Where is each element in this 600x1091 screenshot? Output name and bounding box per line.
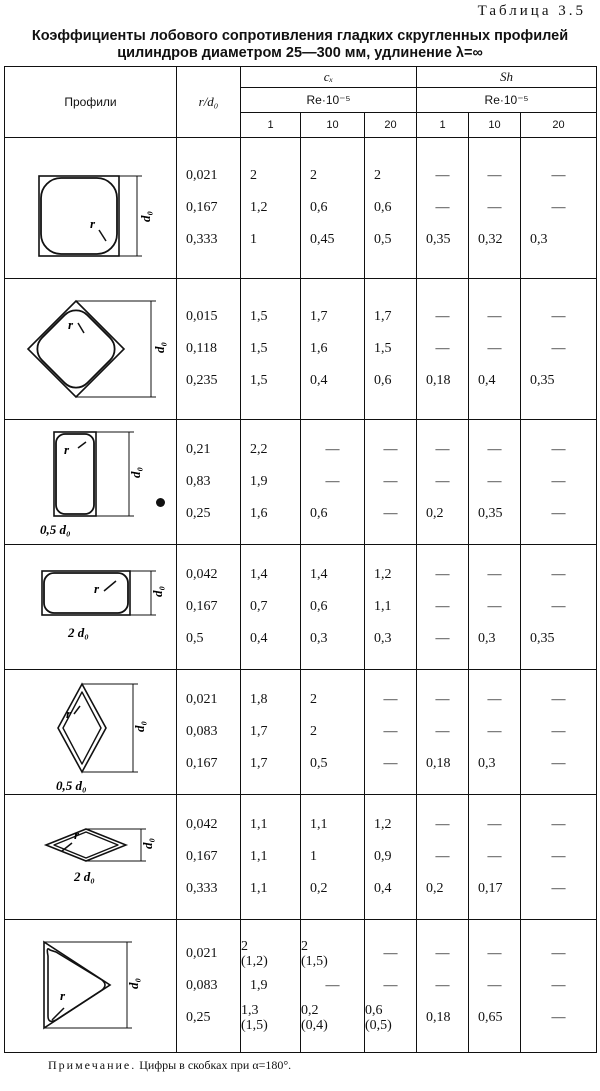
value-cx10-1: 0,6 [310,599,328,614]
profile-drawing-diamond-square [5,279,177,420]
value-cx10-1: — [325,978,340,993]
cell-sh20 [521,795,597,920]
value-cx20-2: 0,5 [374,232,392,247]
value-cx10-0: 1,1 [310,817,328,832]
value-cx20-1: 0,6 [374,200,392,215]
cell-sh1 [417,795,469,920]
header-sh-re: Re·10⁻⁵ [417,88,597,113]
value-sh1-0: — [435,309,450,324]
cell-rd [177,795,241,920]
value-rd-0: 0,021 [186,168,218,183]
value-rd-2: 0,25 [186,1010,211,1025]
cell-cx10 [301,279,365,420]
value-cx1-1: 1,1 [250,849,268,864]
header-rd: r/d₀ [177,67,241,138]
value-sh10-0: — [487,567,502,582]
value-cx20-2: 0,4 [374,881,392,896]
value-sh10-1: — [487,724,502,739]
header-sh-1: 1 [417,113,469,138]
value-sh20-0: — [551,692,566,707]
svg-text:d₀: d₀ [125,977,141,989]
cell-cx1 [241,420,301,545]
cell-sh10 [469,279,521,420]
header-cx: cₓ [241,67,417,88]
svg-text:r: r [93,581,99,596]
value-sh10-0: — [487,168,502,183]
value-sh20-1: — [551,724,566,739]
value-sh20-1: — [551,474,566,489]
value-sh1-1: — [435,849,450,864]
cell-cx1 [241,279,301,420]
value-sh1-1: — [435,978,450,993]
value-sh20-0: — [551,309,566,324]
cell-cx20 [365,545,417,670]
value-part: (1,5) [301,954,328,969]
table-note [48,1058,291,1073]
cell-rd [177,670,241,795]
value-cx20-2 [365,1002,416,1034]
value-cx20-1: 1,1 [374,599,392,614]
cell-cx1 [241,670,301,795]
profile-drawing-square [5,138,177,279]
value-sh1-2: 0,18 [426,756,451,771]
value-sh20-1: — [551,341,566,356]
value-sh10-2: 0,35 [478,506,503,521]
value-rd-2: 0,167 [186,756,218,771]
cell-rd [177,279,241,420]
value-sh20-1: — [551,599,566,614]
value-cx10-1: 2 [310,724,317,739]
value-cx20-0: — [383,442,398,457]
value-sh20-0: — [551,817,566,832]
value-cx20-0: 1,7 [374,309,392,324]
cell-sh10 [469,545,521,670]
profile-drawing-tall-rhombus [5,670,177,795]
value-sh20-0: — [551,946,566,961]
value-cx10-1: 1,6 [310,341,328,356]
cell-sh20 [521,279,597,420]
value-sh20-0: — [551,168,566,183]
value-cx1-2: 0,4 [250,631,268,646]
profile-drawing-tall-rectangle [5,420,177,545]
cell-cx1 [241,795,301,920]
value-cx1-2: 1,5 [250,373,268,388]
profile-row-triangle [5,920,597,1053]
value-rd-2: 0,25 [186,506,211,521]
value-cx10-0: — [325,442,340,457]
profile-tall-rectangle-diagram [6,420,176,544]
value-sh1-1: — [435,200,450,215]
cell-sh1 [417,670,469,795]
cell-cx1 [241,545,301,670]
header-cx-10: 10 [301,113,365,138]
value-sh10-1: — [487,474,502,489]
cell-sh20 [521,545,597,670]
value-cx20-1: 0,9 [374,849,392,864]
value-rd-1: 0,83 [186,474,211,489]
svg-text:r: r [59,988,65,1003]
value-cx1-2 [241,1002,300,1034]
value-cx1-2: 1 [250,232,257,247]
value-cx20-1: — [383,978,398,993]
value-sh1-2: 0,35 [426,232,451,247]
value-cx1-0: 1,4 [250,567,268,582]
value-cx10-2: 0,5 [310,756,328,771]
value-sh10-2: 0,17 [478,881,503,896]
header-cx-1: 1 [241,113,301,138]
value-cx10-0: 1,7 [310,309,328,324]
value-cx10-2: 0,4 [310,373,328,388]
value-cx10-0: 2 [310,168,317,183]
value-cx1-1: 0,7 [250,599,268,614]
value-cx1-1: 1,9 [250,978,268,993]
value-sh20-1: — [551,849,566,864]
header-sh: Sh [417,67,597,88]
value-sh1-2: 0,2 [426,881,444,896]
value-sh10-0: — [487,692,502,707]
profile-drawing-triangle [5,920,177,1053]
profile-row-wide-rhombus [5,795,597,920]
value-cx10-0: 1,4 [310,567,328,582]
table-number: Таблица 3.5 [477,3,586,19]
cell-sh20 [521,420,597,545]
value-rd-2: 0,5 [186,631,204,646]
drag-coefficient-table [4,66,597,1053]
value-rd-0: 0,042 [186,567,218,582]
value-sh1-0: — [435,946,450,961]
value-sh10-1: — [487,978,502,993]
value-sh20-2: 0,35 [530,631,555,646]
value-rd-1: 0,167 [186,200,218,215]
value-sh1-1: — [435,599,450,614]
cell-cx10 [301,670,365,795]
value-sh1-2: 0,18 [426,1010,451,1025]
value-rd-1: 0,083 [186,724,218,739]
cell-sh20 [521,920,597,1053]
value-sh1-2: 0,2 [426,506,444,521]
value-sh10-2: 0,3 [478,631,496,646]
cell-sh1 [417,545,469,670]
value-cx10-2: 0,45 [310,232,335,247]
profile-wide-rectangle-diagram [6,545,176,669]
value-sh10-1: — [487,599,502,614]
value-rd-2: 0,333 [186,232,218,247]
title-line-2: цилиндров диаметром 25—300 мм, удлинение λ=∞ [117,45,483,61]
value-cx10-2 [301,1002,364,1034]
value-cx20-0: 1,2 [374,567,392,582]
svg-text:d₀: d₀ [139,837,155,849]
value-rd-1: 0,118 [186,341,217,356]
value-cx1-1: 1,5 [250,341,268,356]
cell-cx10 [301,920,365,1053]
value-sh1-1: — [435,474,450,489]
value-sh20-0: — [551,442,566,457]
value-part: (1,5) [241,1018,268,1033]
value-sh10-2: 0,3 [478,756,496,771]
value-cx20-2: 0,6 [374,373,392,388]
cell-cx1 [241,138,301,279]
value-sh20-1: — [551,978,566,993]
value-rd-0: 0,21 [186,442,211,457]
profile-tall-rhombus-diagram [6,670,176,794]
value-sh10-1: — [487,849,502,864]
profile-drawing-wide-rectangle [5,545,177,670]
profile-row-square [5,138,597,279]
value-cx1-2: 1,7 [250,756,268,771]
value-cx10-1: 0,6 [310,200,328,215]
value-part: (0,4) [301,1018,328,1033]
value-part: (1,2) [241,954,268,969]
cell-cx20 [365,795,417,920]
value-cx1-1: 1,9 [250,474,268,489]
value-cx20-2: — [383,756,398,771]
title-line-1: Коэффициенты лобового сопротивления гладких скругленных профилей [31,28,569,44]
value-rd-0: 0,021 [186,946,218,961]
value-sh1-0: — [435,817,450,832]
cell-sh10 [469,420,521,545]
value-cx10-1: — [325,474,340,489]
value-cx20-0: — [383,946,398,961]
cell-cx20 [365,420,417,545]
value-cx20-2: — [383,506,398,521]
svg-text:2 d₀: 2 d₀ [73,869,95,884]
value-sh1-1: — [435,341,450,356]
value-cx10-2: 0,2 [310,881,328,896]
cell-cx20 [365,670,417,795]
value-sh20-2: 0,3 [530,232,548,247]
value-cx1-0: 1,8 [250,692,268,707]
note-head: Примечание. [48,1058,137,1072]
cell-rd [177,420,241,545]
value-cx1-2: 1,1 [250,881,268,896]
svg-text:2 d₀: 2 d₀ [67,625,89,640]
value-cx10-1: 1 [310,849,317,864]
value-sh1-2: — [435,631,450,646]
value-cx20-1: 1,5 [374,341,392,356]
cell-sh1 [417,279,469,420]
value-sh10-0: — [487,946,502,961]
value-cx1-0: 2,2 [250,442,268,457]
value-sh1-0: — [435,567,450,582]
stray-dot [156,498,165,507]
value-cx10-2: 0,6 [310,506,328,521]
profile-drawing-wide-rhombus [5,795,177,920]
value-part: 2 [301,939,308,954]
value-rd-0: 0,042 [186,817,218,832]
value-sh20-2: — [551,756,566,771]
value-rd-2: 0,333 [186,881,218,896]
cell-cx10 [301,545,365,670]
header-cx-re: Re·10⁻⁵ [241,88,417,113]
header-sh-10: 10 [469,113,521,138]
cell-cx10 [301,420,365,545]
svg-text:d₀: d₀ [151,341,167,353]
profile-row-diamond-square [5,279,597,420]
value-sh10-0: — [487,309,502,324]
value-part: 0,2 [301,1003,319,1018]
value-cx10-0: 2 [310,692,317,707]
value-cx20-0: — [383,692,398,707]
cell-cx20 [365,138,417,279]
value-cx10-2: 0,3 [310,631,328,646]
svg-text:d₀: d₀ [137,210,153,222]
cell-sh20 [521,138,597,279]
cell-sh10 [469,920,521,1053]
value-sh1-2: 0,18 [426,373,451,388]
value-part: (0,5) [365,1018,392,1033]
header-cx-20: 20 [365,113,417,138]
value-cx1-1: 1,2 [250,200,268,215]
table-title [0,28,600,62]
svg-text:r: r [73,827,79,842]
value-sh1-0: — [435,692,450,707]
cell-cx20 [365,279,417,420]
cell-sh1 [417,420,469,545]
value-part: 0,6 [365,1003,383,1018]
value-sh1-0: — [435,442,450,457]
svg-text:0,5 d₀: 0,5 d₀ [39,522,71,537]
value-rd-1: 0,083 [186,978,218,993]
value-sh1-1: — [435,724,450,739]
profile-wide-rhombus-diagram [6,795,176,919]
svg-text:0,5 d₀: 0,5 d₀ [55,778,87,793]
value-sh20-0: — [551,567,566,582]
value-cx20-0: 2 [374,168,381,183]
svg-text:r: r [65,706,71,721]
cell-rd [177,920,241,1053]
cell-sh10 [469,795,521,920]
cell-sh1 [417,138,469,279]
value-sh10-1: — [487,200,502,215]
value-rd-0: 0,015 [186,309,218,324]
header-profiles: Профили [5,67,177,138]
svg-text:d₀: d₀ [149,585,165,597]
value-cx1-0: 1,1 [250,817,268,832]
value-rd-1: 0,167 [186,599,218,614]
value-sh1-0: — [435,168,450,183]
value-cx20-2: 0,3 [374,631,392,646]
cell-cx1 [241,920,301,1053]
value-sh20-2: — [551,881,566,896]
cell-sh1 [417,920,469,1053]
cell-cx10 [301,795,365,920]
value-cx20-0: 1,2 [374,817,392,832]
value-cx1-1: 1,7 [250,724,268,739]
value-sh10-2: 0,65 [478,1010,503,1025]
value-rd-0: 0,021 [186,692,218,707]
profile-triangle-diagram [6,920,176,1052]
cell-rd [177,545,241,670]
cell-rd [177,138,241,279]
svg-text:d₀: d₀ [127,466,143,478]
profile-row-tall-rectangle [5,420,597,545]
header-sh-20: 20 [521,113,597,138]
value-cx1-0: 2 [250,168,257,183]
cell-cx10 [301,138,365,279]
value-sh10-0: — [487,817,502,832]
cell-sh20 [521,670,597,795]
value-sh10-0: — [487,442,502,457]
cell-sh10 [469,138,521,279]
value-part: 2 [241,939,248,954]
svg-text:r: r [67,317,73,332]
value-cx1-0 [241,938,300,970]
value-sh10-2: 0,4 [478,373,496,388]
value-cx1-2: 1,6 [250,506,268,521]
value-cx20-1: — [383,724,398,739]
svg-text:r: r [63,442,69,457]
value-sh20-2: 0,35 [530,373,555,388]
profile-diamond-square-diagram [6,279,176,419]
value-rd-1: 0,167 [186,849,218,864]
value-part: 1,3 [241,1003,259,1018]
value-rd-2: 0,235 [186,373,218,388]
cell-cx20 [365,920,417,1053]
value-cx10-0 [301,938,364,970]
value-cx20-1: — [383,474,398,489]
cell-sh10 [469,670,521,795]
value-sh20-2: — [551,1010,566,1025]
svg-text:d₀: d₀ [131,720,147,732]
profile-square-diagram [6,138,176,278]
value-cx1-0: 1,5 [250,309,268,324]
value-sh10-2: 0,32 [478,232,503,247]
value-sh20-2: — [551,506,566,521]
svg-text:r: r [89,216,95,231]
value-sh20-1: — [551,200,566,215]
profile-row-wide-rectangle [5,545,597,670]
note-text: Цифры в скобках при α=180°. [139,1058,292,1072]
value-sh10-1: — [487,341,502,356]
profile-row-tall-rhombus [5,670,597,795]
